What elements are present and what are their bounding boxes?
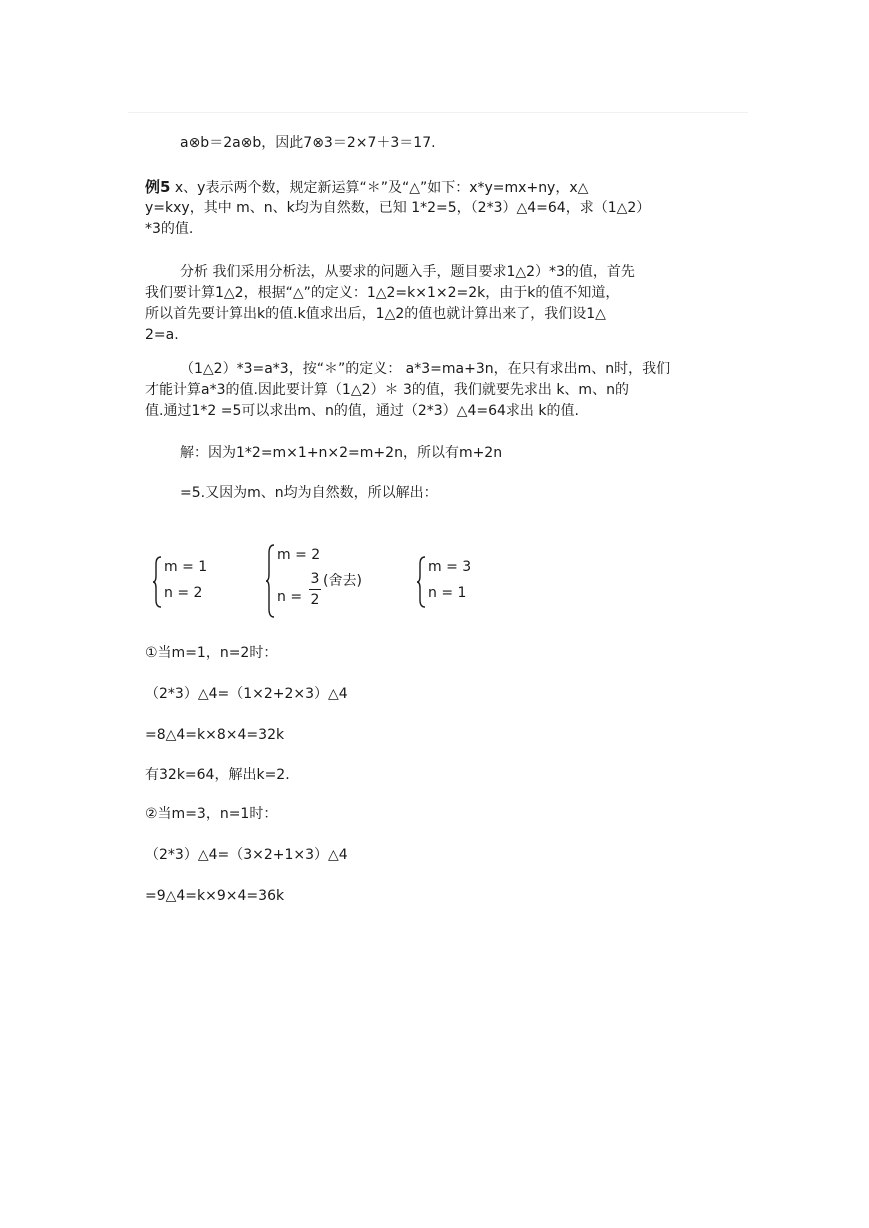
system-1-m: m = 1: [164, 559, 208, 575]
fraction-bar: [309, 589, 321, 590]
system-3-n: n = 1: [428, 585, 467, 601]
system-2-n-label: n =: [277, 589, 303, 605]
example-5-line-3: *3的值.: [145, 221, 194, 237]
previous-example-conclusion: a⊗b＝2a⊗b，因此7⊗3＝2×7＋3＝17.: [180, 135, 436, 151]
analysis-line-1: 分析 我们采用分析法，从要求的问题入手，题目要求1△2）*3的值，首先: [180, 264, 635, 280]
analysis-line-4: 2=a.: [145, 327, 179, 343]
left-brace-icon: [265, 544, 275, 618]
solution-line-1: 解：因为1*2=m×1+n×2=m+2n，所以有m+2n: [180, 445, 503, 461]
equation-system-3: [416, 556, 496, 612]
case-2-line-1: （2*3）△4=（3×2+1×3）△4: [145, 847, 348, 863]
example-5-line-2: y=kxy，其中 m、n、k均为自然数，已知 1*2=5，（2*3）△4=64，求（1△2）: [145, 200, 651, 216]
system-3-m: m = 3: [428, 559, 472, 575]
example-5-line-1: [145, 178, 588, 197]
system-2-m: m = 2: [277, 547, 321, 563]
equation-system-2: [265, 544, 385, 620]
fraction-numerator: 3: [310, 571, 320, 587]
example-5-text-1: x、y表示两个数，规定新运算“＊”及“△”如下：x*y=mx+ny，x△: [170, 180, 589, 196]
case-1-heading: ①当m=1，n=2时：: [145, 645, 278, 661]
solution-line-2: =5.又因为m、n均为自然数，所以解出：: [180, 485, 438, 501]
system-2-fraction: [309, 570, 321, 609]
case-2-line-2: =9△4=k×9×4=36k: [145, 888, 285, 904]
paragraph-3-line-2: 才能计算a*3的值.因此要计算（1△2）＊ 3的值，我们就要先求出 k、m、n的: [145, 382, 629, 398]
left-brace-icon: [152, 556, 162, 608]
paragraph-3-line-1: （1△2）*3=a*3，按“＊”的定义： a*3=ma+3n，在只有求出m、n时，我们: [180, 361, 671, 377]
case-1-line-1: （2*3）△4=（1×2+2×3）△4: [145, 686, 348, 702]
system-2-discard-note: (舍去): [323, 573, 362, 589]
paragraph-3-line-3: 值.通过1*2 =5可以求出m、n的值，通过（2*3）△4=64求出 k的值.: [145, 403, 579, 419]
case-1-line-2: =8△4=k×8×4=32k: [145, 727, 285, 743]
analysis-line-3: 所以首先要计算出k的值.k值求出后，1△2的值也就计算出来了，我们设1△: [145, 306, 606, 322]
example-label: 例5: [145, 178, 171, 196]
system-1-n: n = 2: [164, 585, 203, 601]
equation-system-1: [152, 556, 232, 612]
left-brace-icon: [416, 556, 426, 608]
page-top-rule: [128, 112, 748, 113]
case-1-line-3: 有32k=64，解出k=2.: [145, 767, 290, 783]
analysis-line-2: 我们要计算1△2，根据“△”的定义：1△2=k×1×2=2k，由于k的值不知道，: [145, 285, 620, 301]
case-2-heading: ②当m=3，n=1时：: [145, 806, 278, 822]
fraction-denominator: 2: [310, 592, 320, 608]
